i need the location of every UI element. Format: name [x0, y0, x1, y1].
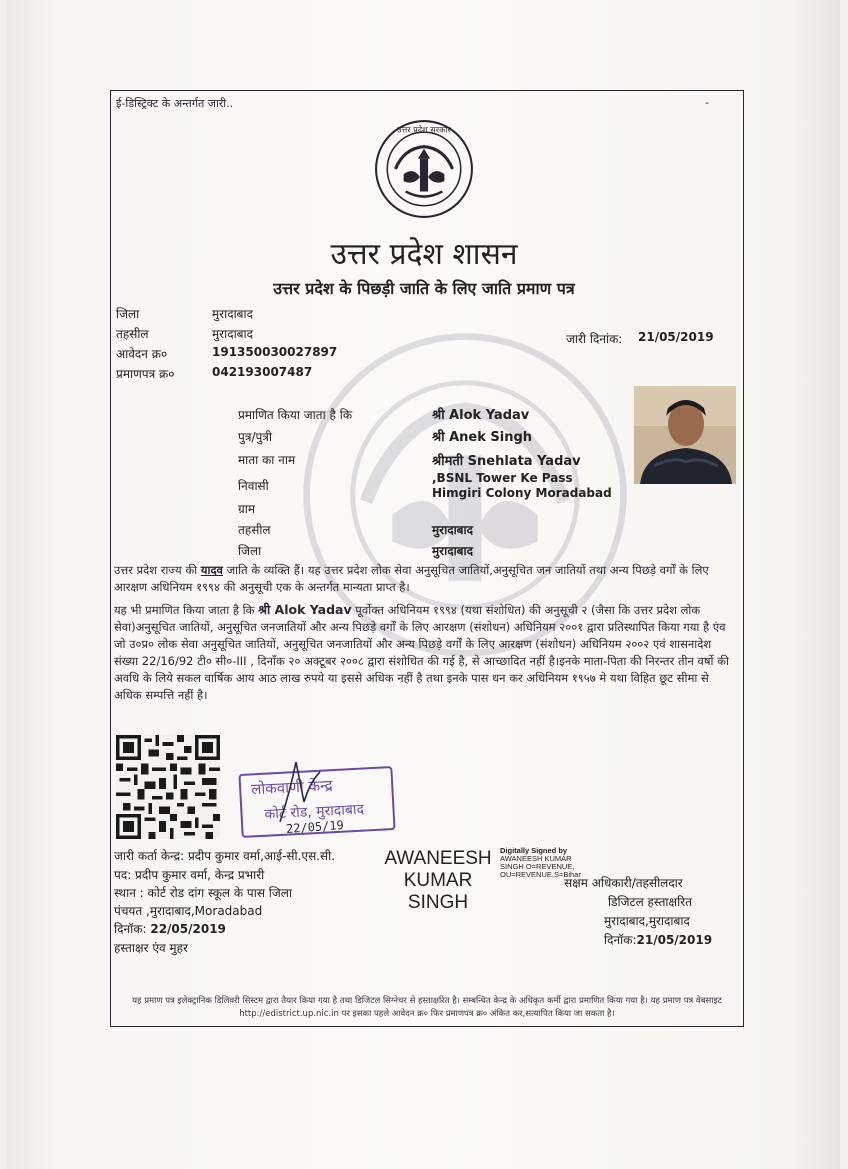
signer-name: AWANEESH KUMAR SINGH	[384, 848, 492, 913]
son-daughter-label: पुत्र/पुत्री	[238, 430, 273, 444]
resident-address-line1: ,BSNL Tower Ke Pass	[432, 471, 573, 485]
authority-digital-signed: डिजिटल हस्ताक्षरित	[608, 895, 692, 909]
issuer-location: स्थान : कोर्ट रोड दांग स्कूल के पास जिला	[114, 886, 292, 900]
mother-label: माता का नाम	[238, 453, 296, 467]
issuer-designation: पद: प्रदीप कुमार वर्मा, केन्द्र प्रभारी	[114, 868, 265, 882]
edistrict-note: ई-डिस्ट्रिक्ट के अन्तर्गत जारी..	[116, 97, 234, 110]
resident-address-line2: Himgiri Colony Moradabad	[432, 486, 612, 500]
stamp-line2: कोर्ट रोड, मुरादाबाद	[264, 801, 365, 823]
detail-tehsil-value: मुरादाबाद	[432, 523, 474, 537]
issue-date-label: जारी दिनांक:	[566, 332, 623, 346]
application-number: 191350030027897	[212, 345, 338, 359]
certified-label: प्रमाणित किया जाता है कि	[238, 408, 353, 422]
authority-designation: सक्षम अधिकारी/तहसीलदार	[564, 876, 683, 890]
certification-paragraph: यह भी प्रमाणित किया जाता है कि श्री Alok Yadav पूर्वोक्त अधिनियम १९९४ (यथा संशोधित) की अनुसूची २ (जैसा कि उत्तर प्रदेश लोक सेवा)अनुसूचित जातियों, अनुसूचित जनजातियों और अन्य पिछड़े वर्गों के लिए आरक्षण (संशोधन) अधिनियम २००१ द्वारा प्रतिस्थापित किया गया है एंव जो उ०प्र० लोक सेवा अनुसूचित जातियों, अनुसूचित जनजातियों और अन्य पिछड़े वर्गों के लिए आरक्षण (संशोधन) अधिनियम २००२ एवं शासनादेश संख्या 22/16/92 टी० सी०-III , दिनाँक २० अक्टूबर २००८ द्वारा संशोधित की गई है, से आच्छादित नहीं है।इनके माता-पिता की निरन्तर तीन वर्षो की अवधि के लिये सकल वार्षिक आय आठ लाख रुपये या इससे अधिक नहीं है तथा इनके पास धन कर अधिनियम १९५७ मे यथा विहित छूट सीमा से अधिक सम्पत्ति नहीं है।	[114, 602, 729, 702]
resident-label: निवासी	[238, 479, 269, 493]
issuer-date: दिनॉक: 22/05/2019	[114, 922, 226, 936]
detail-tehsil-label: तहसील	[238, 523, 271, 537]
authority-date: दिनॉक:21/05/2019	[604, 933, 713, 947]
authority-location: मुरादाबाद,मुरादाबाद	[604, 914, 690, 928]
application-label: आवेदन क्र०	[116, 347, 168, 361]
mother-name: श्रीमती Snehlata Yadav	[432, 454, 581, 469]
stamp-line1: लोकवाणी केन्द्र	[250, 776, 334, 799]
tehsil-label: तहसील	[116, 327, 149, 341]
issuer-location-2: पंचयत ,मुरादाबाद,Moradabad	[114, 904, 263, 918]
certificate-number: 042193007487	[212, 365, 313, 379]
father-name: श्री Anek Singh	[432, 430, 533, 445]
applicant-photo	[634, 386, 736, 484]
issue-date-value: 21/05/2019	[638, 330, 714, 344]
page-subtitle: उत्तर प्रदेश के पिछड़ी जाति के लिए जाति प्रमाण पत्र	[273, 279, 575, 298]
district-label: जिला	[116, 307, 140, 321]
tehsil-value: मुरादाबाद	[212, 327, 254, 341]
up-government-emblem-icon	[373, 118, 475, 220]
corner-mark: -	[705, 96, 709, 109]
caste-name: यादव	[200, 563, 223, 577]
detail-district-label: जिला	[238, 544, 262, 558]
applicant-name: श्री Alok Yadav	[432, 408, 530, 423]
village-label: ग्राम	[238, 502, 256, 516]
emblem-text: उत्तर प्रदेश सरकार	[397, 124, 451, 135]
handwritten-date: 22/05/19	[285, 818, 345, 836]
footer-verification-note: यह प्रमाण पत्र इलेक्ट्रानिक डिलिवरी सिस्टम द्वारा तैयार किया गया है तथा डिजिटल सिग्नेचर से हस्ताक्षरित है। सम्बन्धित केन्द्र के अधिकृत कर्मी द्वारा प्रमाणित किया गया है। यह प्रमाण पत्र वेबसाइट http://edistrict.up.nic.in पर इसका पहले आवेदन क्र० फिर प्रमाणपत्र क्र० अंकित कर,सत्यापित किया जा सकता है।	[132, 996, 722, 1019]
paragraph-applicant-name: श्री Alok Yadav	[258, 602, 352, 617]
detail-district-value: मुरादाबाद	[432, 544, 474, 558]
qr-code	[116, 735, 220, 839]
certificate-label: प्रमाणपत्र क्र०	[116, 367, 175, 381]
signature-seal-label: हस्ताक्षर एंव मुहर	[114, 941, 188, 955]
page-title: उत्तर प्रदेश शासन	[330, 237, 518, 272]
caste-statement-paragraph: उत्तर प्रदेश राज्य की यादव जाति के व्यक्ति हैं। यह उत्तर प्रदेश लोक सेवा अनुसूचित जातियों,अनुसूचित जन जातियों तथा अन्य पिछड़े वर्गों के लिए आरक्षण अधिनियम १९९४ की अनुसूची एक के अन्तर्गत मान्यता प्राप्त है।	[114, 563, 709, 594]
digital-signature-details: Digitally Signed by AWANEESH KUMAR SINGH O=REVENUE, OU=REVENUE,S=Bihar	[500, 846, 581, 879]
issuer-center: जारी कर्ता केन्द्र: प्रदीप कुमार वर्मा,आई-सी.एस.सी.	[114, 849, 336, 863]
district-value: मुरादाबाद	[212, 307, 254, 321]
